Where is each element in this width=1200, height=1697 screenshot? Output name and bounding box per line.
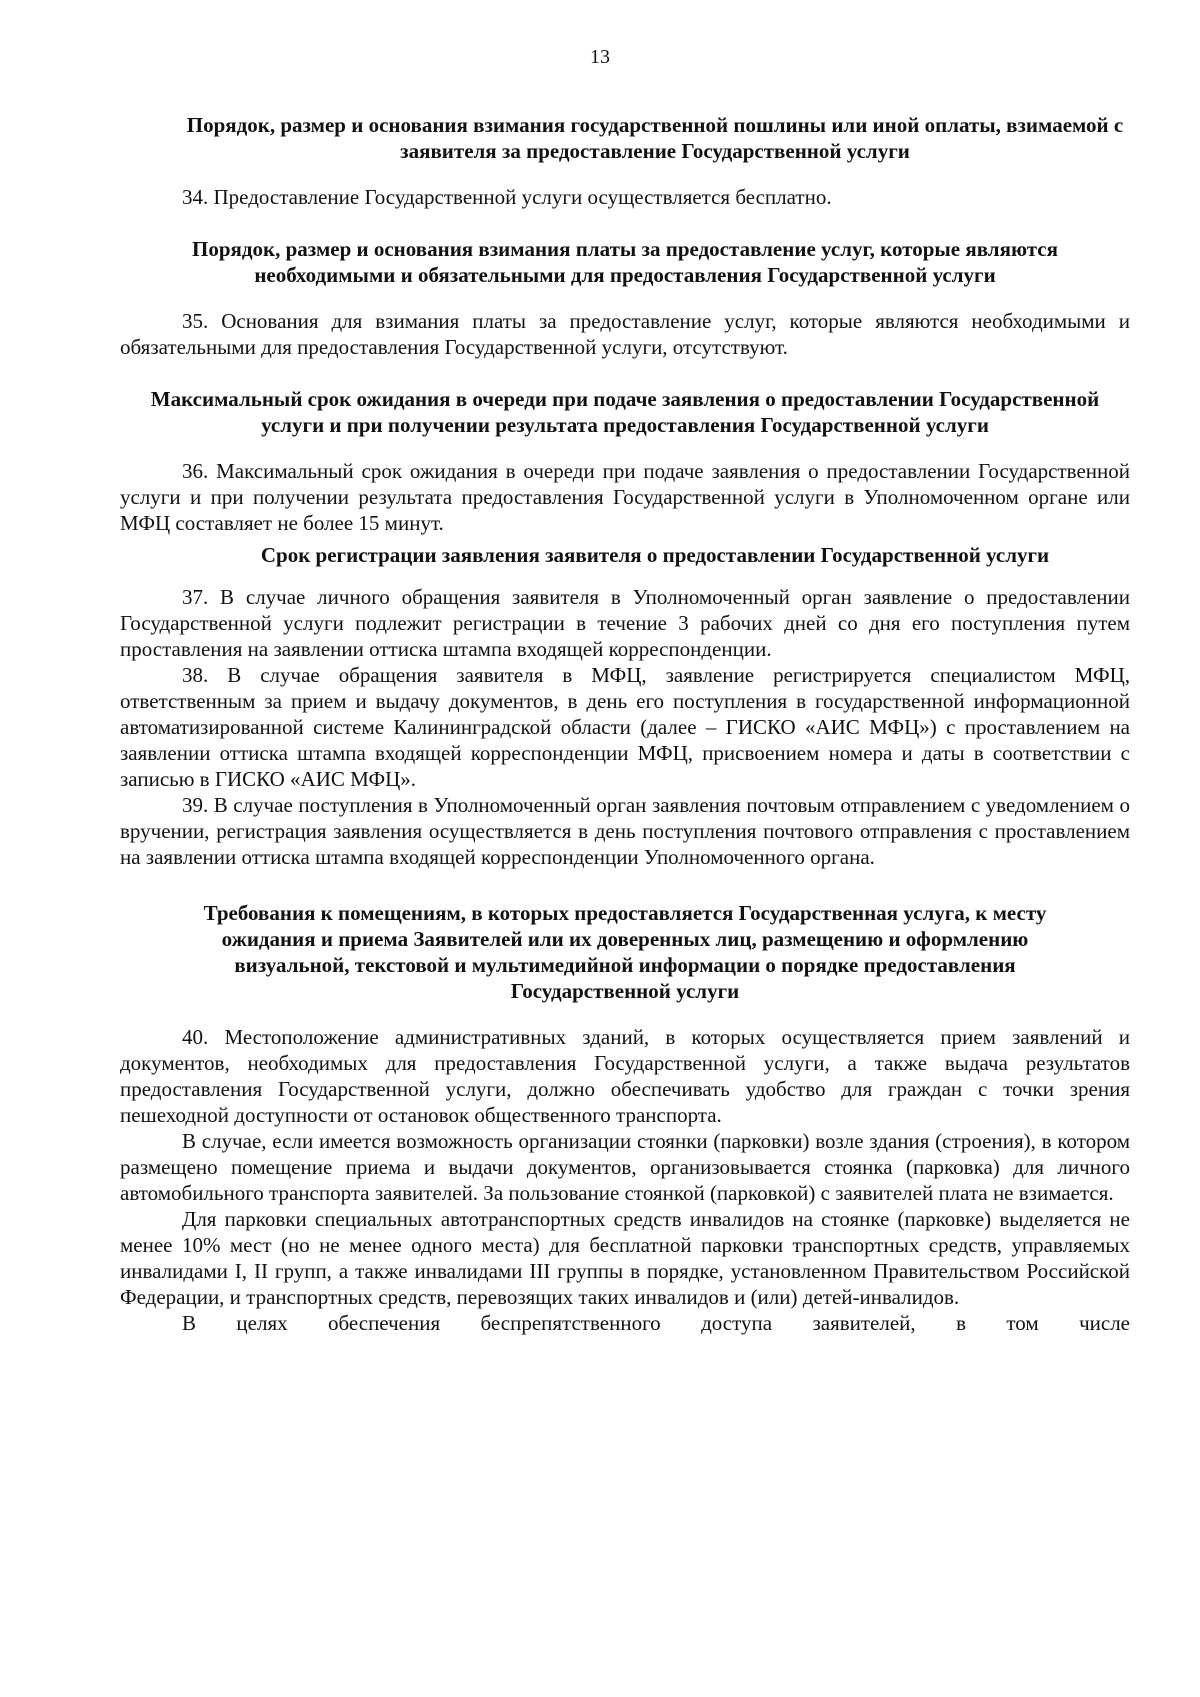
- section-heading-registration: Срок регистрации заявления заявителя о предоставлении Государственной услуги: [260, 543, 1050, 567]
- page-number: 13: [590, 46, 610, 68]
- paragraph-40: 40. Местоположение административных зданий, в которых осуществляется прием заявлений и документов, необходимых для предоставления Государственной услуги, а также выдача результатов предоставления Государственной услуги, должно обеспечивать удобство для граждан с точки зрения пешеходной доступности от остановок общественного транспорта.: [120, 1025, 1130, 1127]
- paragraph-35: 35. Основания для взимания платы за предоставление услуг, которые являются необходимыми и обязательными для предоставления Государственной услуги, отсутствуют.: [120, 309, 1130, 359]
- paragraph-34: 34. Предоставление Государственной услуги осуществляется бесплатно.: [182, 185, 832, 209]
- paragraph-36: 36. Максимальный срок ожидания в очереди при подаче заявления о предоставлении Государственной услуги и при получении результата предоставления Государственной услуги в Уполномоченном органе или МФЦ составляет не более 15 минут.: [120, 459, 1130, 535]
- paragraph-parking: В случае, если имеется возможность организации стоянки (парковки) возле здания (строения), в котором размещено помещение приема и выдачи документов, организовывается стоянка (парковка) для личного автомобильного транспорта заявителей. За пользование стоянкой (парковкой) с заявителей плата не взимается.: [120, 1129, 1130, 1205]
- paragraph-accessibility: В целях обеспечения беспрепятственного доступа заявителей, в том числе: [182, 1311, 1130, 1335]
- paragraph-37: 37. В случае личного обращения заявителя в Уполномоченный орган заявление о предоставлении Государственной услуги подлежит регистрации в течение 3 рабочих дней со дня его поступления путем проставления на заявлении оттиска штампа входящей корреспонденции.: [120, 585, 1130, 661]
- paragraph-disabled-parking: Для парковки специальных автотранспортных средств инвалидов на стоянке (парковке) выделяется не менее 10% мест (но не менее одного места) для бесплатной парковки транспортных средств, управляемых инвалидами I, II групп, а также инвалидами III группы в порядке, установленном Правительством Российской Федерации, и транспортных средств, перевозящих таких инвалидов и (или) детей-инвалидов.: [120, 1207, 1130, 1309]
- document-body: [120, 112, 1130, 1336]
- section-heading-payment: Порядок, размер и основания взимания платы за предоставление услуг, которые являются необходимыми и обязательными для предоставления Государственной услуги: [192, 237, 1058, 287]
- paragraph-39: 39. В случае поступления в Уполномоченный орган заявления почтовым отправлением с уведомлением о вручении, регистрация заявления осуществляется в день поступления почтового отправления с проставлением на заявлении оттиска штампа входящей корреспонденции Уполномоченного органа.: [120, 793, 1130, 869]
- section-heading-fee: Порядок, размер и основания взимания государственной пошлины или иной оплаты, взимаемой с заявителя за предоставление Государственной услуги: [186, 113, 1124, 163]
- paragraph-38: 38. В случае обращения заявителя в МФЦ, заявление регистрируется специалистом МФЦ, ответственным за прием и выдачу документов, в день его поступления в государственной информационной автоматизированной системе Калининградской области (далее – ГИСКО «АИС МФЦ») с проставлением на заявлении оттиска штампа входящей корреспонденции МФЦ, присвоением номера и даты в соответствии с записью в ГИСКО «АИС МФЦ».: [120, 663, 1130, 791]
- section-heading-waiting-time: Максимальный срок ожидания в очереди при подаче заявления о предоставлении Государственной услуги и при получении результата предоставления Государственной услуги: [150, 387, 1100, 437]
- section-heading-premises: Требования к помещениям, в которых предоставляется Государственная услуга, к месту ожидания и приема Заявителей или их доверенных лиц, размещению и оформлению визуальной, текстовой и мультимедийной информации о порядке предоставления Государственной услуги: [203, 901, 1047, 1003]
